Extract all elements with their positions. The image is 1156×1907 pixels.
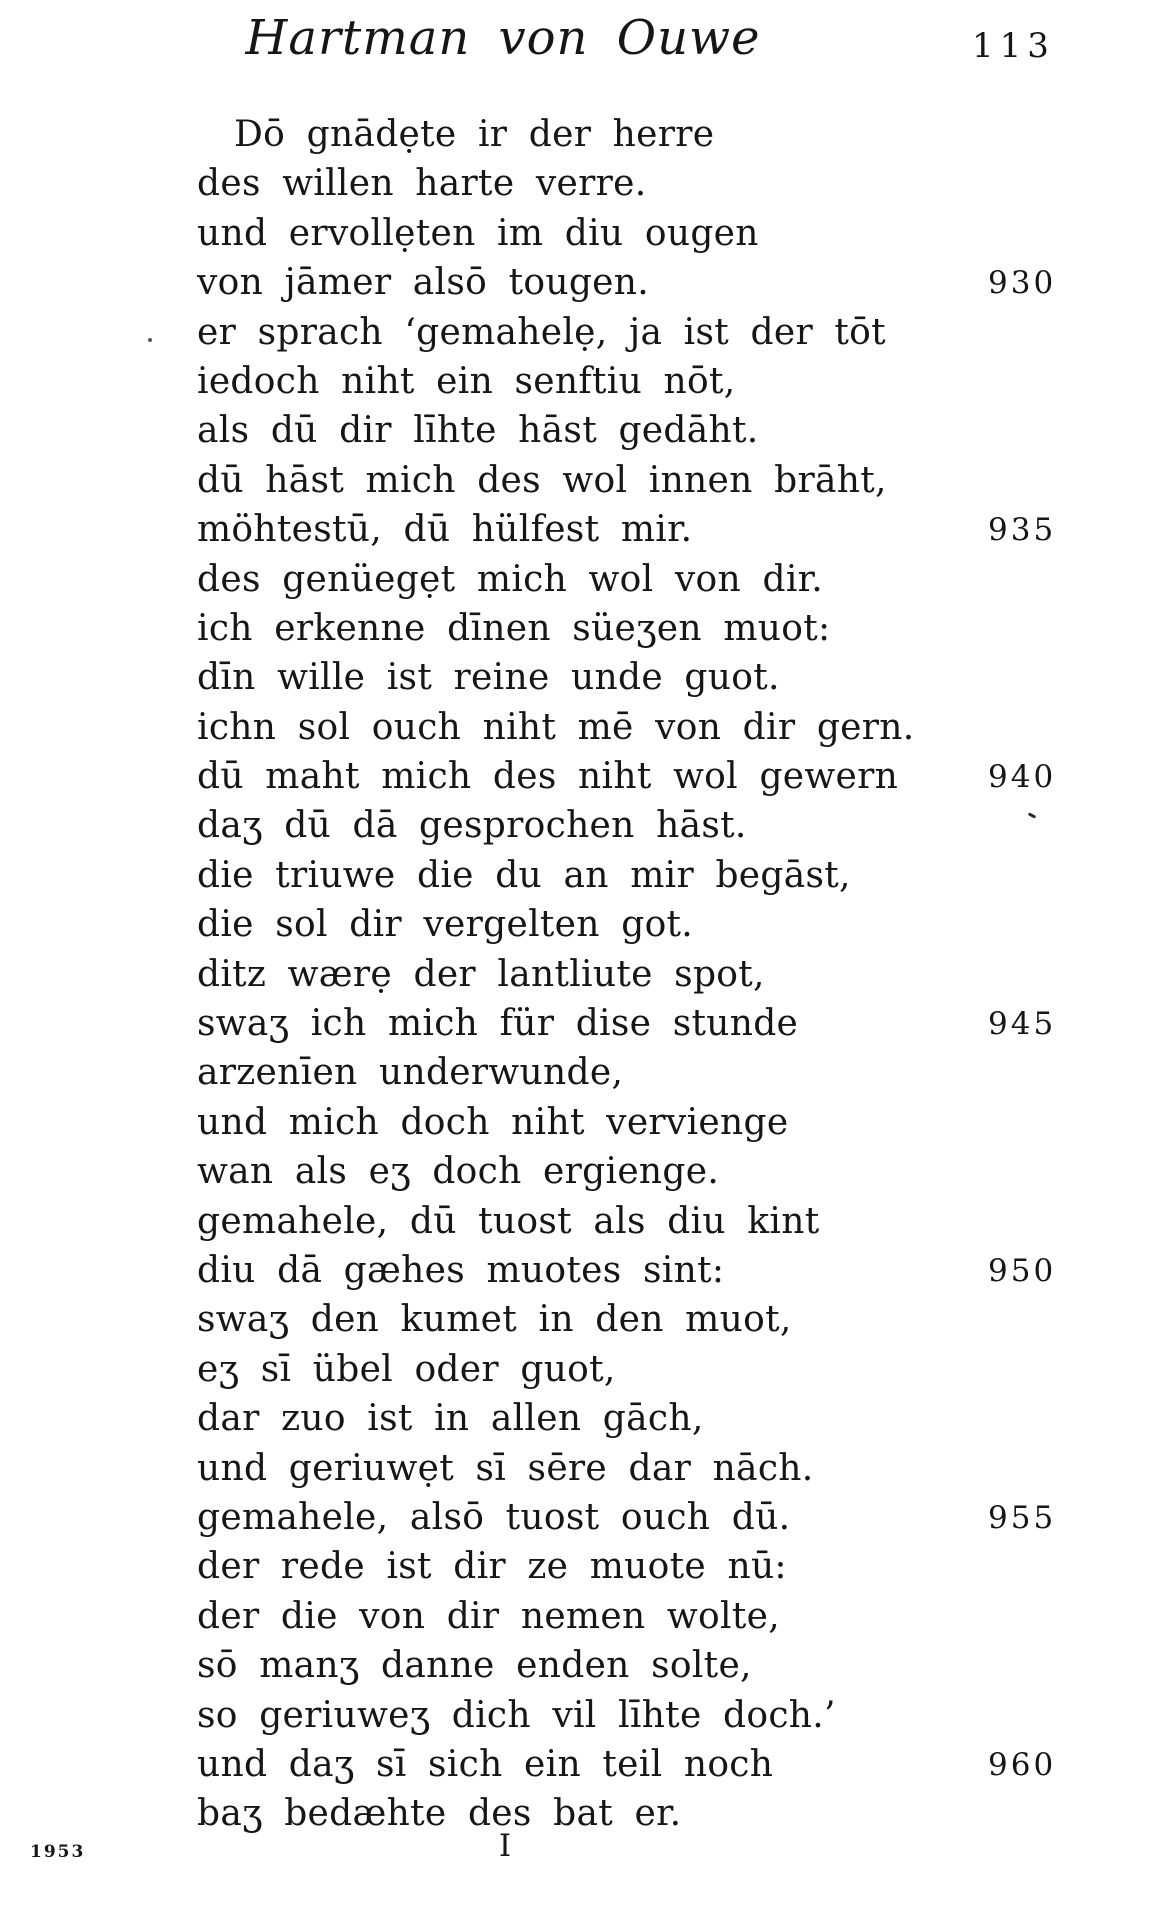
poem-line-text: ich erkenne dīnen süeʒen muot: <box>197 607 831 649</box>
poem-line-text: baʒ bedæhte des bat er. <box>197 1793 682 1835</box>
poem-line <box>197 110 1127 159</box>
poem-line-text: dar zuo ist in allen gāch, <box>197 1398 704 1440</box>
poem-line-text: und geriuwẹt sī sēre dar nāch. <box>197 1447 814 1489</box>
poem-line-text: dū hāst mich des wol innen brāht, <box>197 459 887 501</box>
poem-line <box>197 1246 1127 1295</box>
poem-line-text: und ervollẹten im diu ougen <box>197 212 759 254</box>
poem-line-text: dū maht mich des niht wol gewern <box>197 756 899 798</box>
poem-line <box>197 505 1127 554</box>
poem-line-text: iedoch niht ein senftiu nōt, <box>197 360 736 402</box>
poem-line <box>197 1147 1127 1196</box>
poem-line-text: von jāmer alsō tougen. <box>197 262 649 304</box>
poem-line-text: diu dā gæhes muotes sint: <box>197 1249 725 1291</box>
page-number: 113 <box>972 26 1055 66</box>
signature-mark: I <box>498 1828 512 1864</box>
poem-line <box>197 209 1127 258</box>
poem-line-text: des willen harte verre. <box>197 163 647 205</box>
poem-line <box>197 950 1127 999</box>
poem-line <box>197 406 1127 455</box>
poem-line-text: die triuwe die du an mir begāst, <box>197 854 851 896</box>
poem-line <box>197 1444 1127 1493</box>
verse-line-number: 940 <box>988 759 1057 796</box>
poem-line <box>197 258 1127 307</box>
poem-line <box>197 1098 1127 1147</box>
verse-line-number: 945 <box>988 1006 1057 1043</box>
poem-line-text: arzenīen underwunde, <box>197 1052 624 1094</box>
poem <box>197 110 1127 1839</box>
poem-line-text: swaʒ den kumet in den muot, <box>197 1299 792 1341</box>
poem-line-text: sō manʒ danne enden solte, <box>197 1645 752 1687</box>
poem-line-text: swaʒ ich mich für dise stunde <box>197 1003 799 1045</box>
verse-line-number: 935 <box>988 512 1057 549</box>
poem-line-text: ditz wærẹ der lantliute spot, <box>197 953 765 995</box>
poem-line-text: daʒ dū dā gesprochen hāst. <box>197 805 747 847</box>
poem-line-text: der rede ist dir ze muote nū: <box>197 1546 787 1588</box>
poem-line-text: als dū dir līhte hāst gedāht. <box>197 410 759 452</box>
poem-line <box>197 456 1127 505</box>
page-title: Hartman von Ouwe <box>245 10 761 66</box>
poem-line-text: und mich doch niht vervienge <box>197 1101 789 1143</box>
poem-line-text: gemahele, dū tuost als diu kint <box>197 1200 820 1242</box>
poem-line <box>197 1592 1127 1641</box>
verse-line-number: 955 <box>988 1499 1057 1536</box>
verse-line-number: 930 <box>988 265 1057 302</box>
poem-line-text: möhtestū, dū hülfest mir. <box>197 509 693 551</box>
poem-line <box>197 900 1127 949</box>
poem-line-text: die sol dir vergelten got. <box>197 904 694 946</box>
poem-line <box>197 1345 1127 1394</box>
ink-speck <box>148 338 152 342</box>
poem-line <box>197 999 1127 1048</box>
poem-line-text: und daʒ sī sich ein teil noch <box>197 1743 774 1785</box>
poem-line <box>197 1493 1127 1542</box>
poem-line-text: eʒ sī übel oder guot, <box>197 1348 616 1390</box>
poem-line <box>197 1394 1127 1443</box>
poem-line <box>197 752 1127 801</box>
poem-line-text: ichn sol ouch niht mē von dir gern. <box>197 706 915 748</box>
poem-line-text: dīn wille ist reine unde guot. <box>197 657 780 699</box>
poem-line <box>197 703 1127 752</box>
poem-line <box>197 357 1127 406</box>
poem-line <box>197 1048 1127 1097</box>
poem-line-text: gemahele, alsō tuost ouch dū. <box>197 1496 791 1538</box>
poem-line-text: der die von dir nemen wolte, <box>197 1595 780 1637</box>
poem-line <box>197 801 1127 850</box>
poem-line-text: Dō gnādẹte ir der herre <box>234 114 715 155</box>
verse-line-number: 960 <box>988 1746 1057 1783</box>
poem-line <box>197 604 1127 653</box>
poem-line <box>197 1542 1127 1591</box>
poem-line <box>197 1295 1127 1344</box>
poem-line-text: so geriuweʒ dich vil līhte doch.’ <box>197 1694 836 1736</box>
poem-line-text: des genüegẹt mich wol von dir. <box>197 558 823 600</box>
poem-line <box>197 159 1127 208</box>
poem-line <box>197 555 1127 604</box>
poem-line <box>197 653 1127 702</box>
poem-line <box>197 1197 1127 1246</box>
poem-line <box>197 1641 1127 1690</box>
poem-line <box>197 1691 1127 1740</box>
poem-line <box>197 308 1127 357</box>
poem-line <box>197 1740 1127 1789</box>
poem-line-text: wan als eʒ doch ergienge. <box>197 1151 720 1193</box>
poem-line <box>197 851 1127 900</box>
verse-line-number: 950 <box>988 1252 1057 1289</box>
print-mark: 1953 <box>30 1842 86 1862</box>
poem-line-text: er sprach ‘gemahelẹ, ja ist der tōt <box>197 311 886 353</box>
